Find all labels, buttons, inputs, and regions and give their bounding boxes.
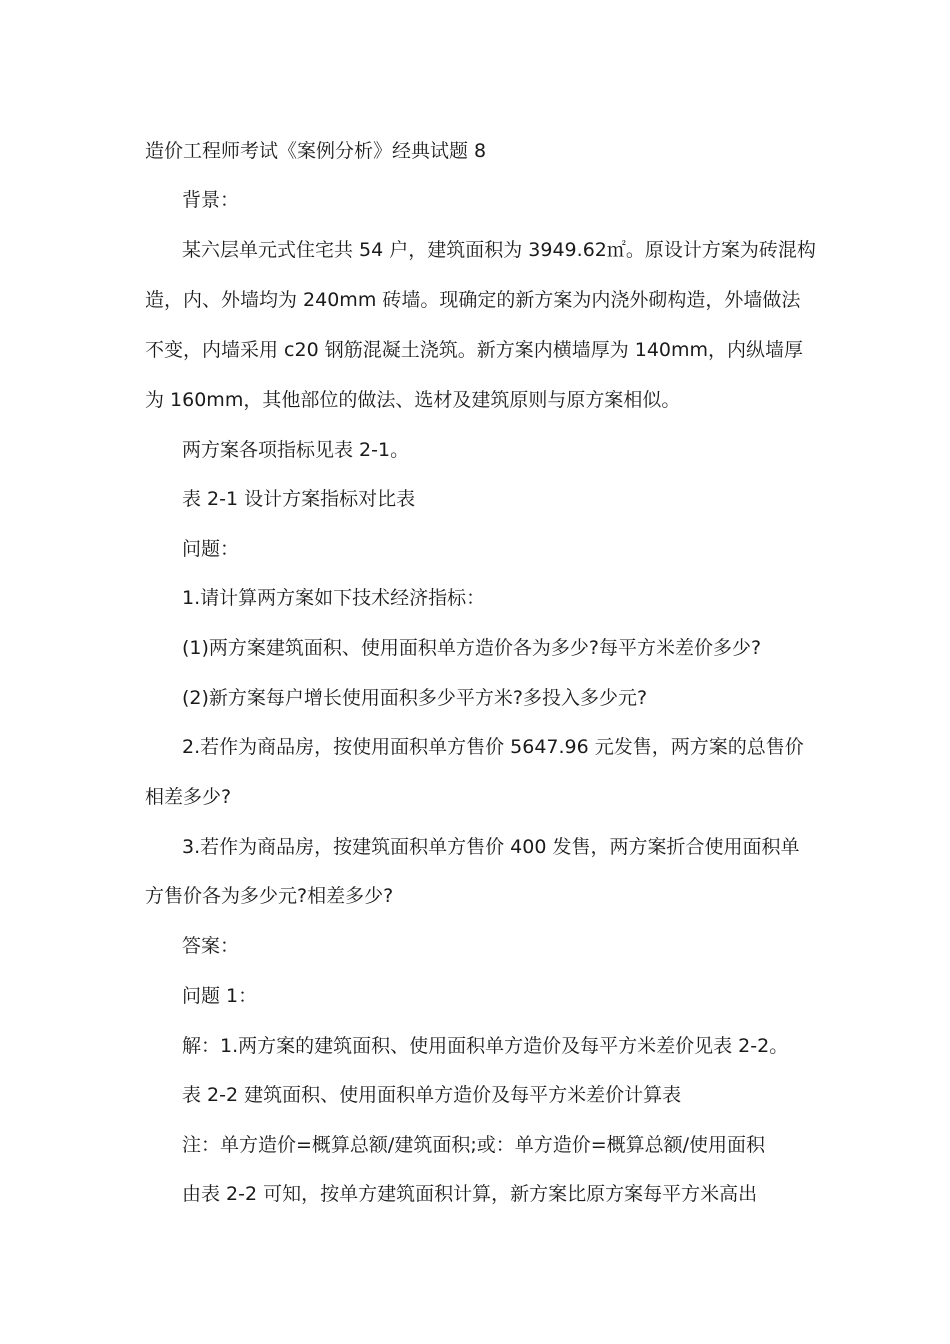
table-caption: 表 2-1 设计方案指标对比表 (182, 488, 416, 510)
paragraph-line: 某六层单元式住宅共 54 户，建筑面积为 3949.62㎡。原设计方案为砖混构 (182, 239, 816, 261)
section-heading: 问题： (182, 538, 240, 560)
section-heading: 问题 1： (182, 985, 258, 1007)
paragraph-line: 不变，内墙采用 c20 钢筋混凝土浇筑。新方案内横墙厚为 140mm，内纵墙厚 (145, 339, 804, 361)
paragraph-line: 为 160mm，其他部位的做法、选材及建筑原则与原方案相似。 (145, 389, 681, 411)
document-title: 造价工程师考试《案例分析》经典试题 8 (145, 140, 487, 162)
paragraph-line: 背景： (182, 189, 240, 211)
question-line: 2.若作为商品房，按使用面积单方售价 5647.96 元发售，两方案的总售价 (182, 736, 804, 758)
question-line: (1)两方案建筑面积、使用面积单方造价各为多少?每平方米差价多少? (182, 637, 762, 659)
table-caption: 表 2-2 建筑面积、使用面积单方造价及每平方米差价计算表 (182, 1084, 682, 1106)
paragraph-line: 造，内、外墙均为 240mm 砖墙。现确定的新方案为内浇外砌构造，外墙做法 (145, 289, 801, 311)
question-line: 方售价各为多少元?相差多少? (145, 885, 394, 907)
question-line: 3.若作为商品房，按建筑面积单方售价 400 发售，两方案折合使用面积单 (182, 836, 800, 858)
question-line: 1.请计算两方案如下技术经济指标： (182, 587, 486, 609)
answer-line: 由表 2-2 可知，按单方建筑面积计算，新方案比原方案每平方米高出 (182, 1183, 758, 1205)
question-line: 相差多少? (145, 786, 232, 808)
section-heading: 答案： (182, 935, 240, 957)
paragraph-line: 两方案各项指标见表 2-1。 (182, 439, 410, 461)
question-line: (2)新方案每户增长使用面积多少平方米?多投入多少元? (182, 687, 648, 709)
answer-line: 解：1.两方案的建筑面积、使用面积单方造价及每平方米差价见表 2-2。 (182, 1035, 789, 1057)
note-line: 注：单方造价=概算总额/建筑面积;或：单方造价=概算总额/使用面积 (182, 1134, 766, 1156)
